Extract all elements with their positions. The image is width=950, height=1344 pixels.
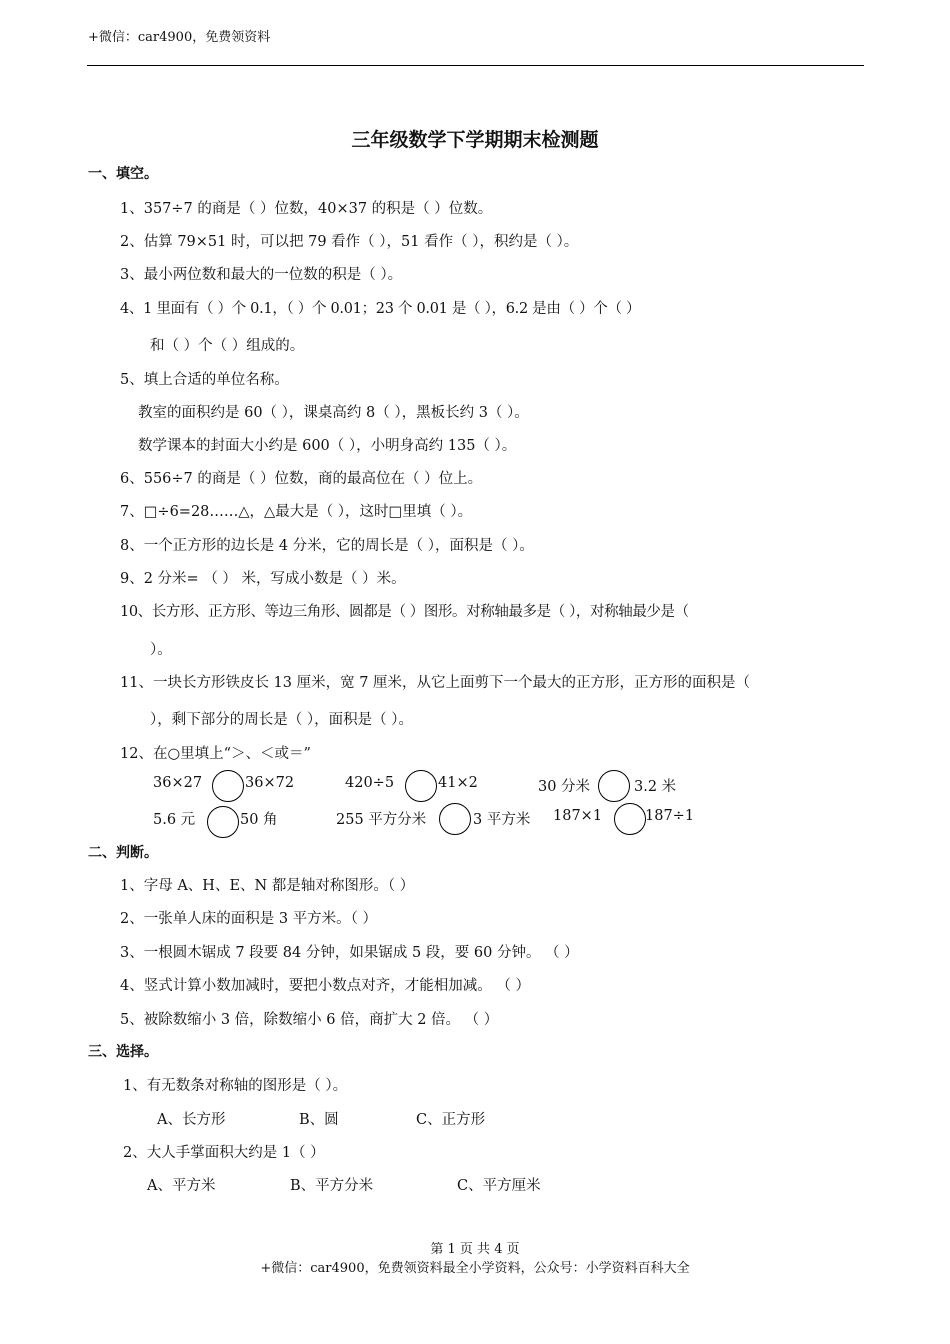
question-line: 3、一根圆木锯成 7 段要 84 分钟，如果锯成 5 段，要 60 分钟。 （ ） (120, 945, 579, 961)
question-line: 5、被除数缩小 3 倍，除数缩小 6 倍，商扩大 2 倍。 （ ） (120, 1012, 499, 1028)
question-line: 数学课本的封面大小约是 600（ ），小明身高约 135（ ）。 (138, 438, 517, 454)
question-line: 5、填上合适的单位名称。 (120, 372, 289, 388)
question-line: ），剩下部分的周长是（ ），面积是（ ）。 (150, 712, 413, 728)
compare-left: 36×27 (153, 775, 203, 791)
compare-right: 3 平方米 (473, 812, 531, 828)
compare-circle[interactable] (212, 770, 244, 802)
question-line: 10、长方形、正方形、等边三角形、圆都是（ ）图形。对称轴最多是（ ），对称轴最少是（ (120, 604, 689, 620)
compare-circle[interactable] (207, 806, 239, 838)
choice-option[interactable]: C、正方形 (416, 1112, 486, 1128)
section-heading-choice: 三、选择。 (88, 1044, 158, 1060)
choice-option[interactable]: A、平方米 (147, 1178, 216, 1194)
compare-left: 30 分米 (538, 779, 591, 795)
question-line: 1、357÷7 的商是（ ）位数，40×37 的积是（ ）位数。 (120, 201, 493, 217)
section-heading-judge: 二、判断。 (88, 845, 158, 861)
question-line: 1、字母 A、H、E、N 都是轴对称图形。（ ） (120, 878, 415, 894)
compare-left: 5.6 元 (153, 812, 196, 828)
choice-option[interactable]: C、平方厘米 (457, 1178, 541, 1194)
compare-right: 50 角 (240, 812, 278, 828)
compare-left: 420÷5 (345, 775, 395, 791)
page-number: 第 1 页 共 4 页 (430, 1242, 520, 1257)
compare-left: 255 平方分米 (336, 812, 427, 828)
question-line: 4、1 里面有（ ）个 0.1，（ ）个 0.01；23 个 0.01 是（ ），6.2 是由（ ）个（ ） (120, 301, 641, 317)
compare-circle[interactable] (598, 770, 630, 802)
compare-right: 3.2 米 (634, 779, 677, 795)
choice-option[interactable]: B、圆 (299, 1112, 339, 1128)
compare-circle[interactable] (405, 770, 437, 802)
compare-left: 187×1 (553, 808, 603, 824)
choice-option[interactable]: A、长方形 (157, 1112, 226, 1128)
header-contact: +微信：car4900，免费领资料 (88, 30, 271, 45)
question-line: 3、最小两位数和最大的一位数的积是（ ）。 (120, 267, 403, 283)
question-line: 教室的面积约是 60（ ），课桌高约 8（ ），黑板长约 3（ ）。 (138, 405, 529, 421)
question-line: 2、估算 79×51 时，可以把 79 看作（ ），51 看作（ ），积约是（ ）。 (120, 234, 579, 250)
question-line: 9、2 分米= （ ） 米，写成小数是（ ）米。 (120, 571, 406, 587)
question-line: 2、大人手掌面积大约是 1（ ） (123, 1145, 325, 1161)
question-line: 11、一块长方形铁皮长 13 厘米，宽 7 厘米，从它上面剪下一个最大的正方形，正方形的面积是（ (120, 675, 751, 691)
question-line: 2、一张单人床的面积是 3 平方米。（ ） (120, 911, 378, 927)
compare-circle[interactable] (614, 803, 646, 835)
choice-option[interactable]: B、平方分米 (290, 1178, 374, 1194)
footer-contact: +微信：car4900，免费领资料最全小学资料，公众号：小学资料百科大全 (260, 1261, 690, 1276)
page-title: 三年级数学下学期期末检测题 (351, 129, 599, 151)
section-heading-fill: 一、填空。 (88, 166, 158, 182)
compare-circle[interactable] (439, 803, 471, 835)
compare-right: 36×72 (245, 775, 295, 791)
question-line: 和（ ）个（ ）组成的。 (150, 338, 305, 354)
question-line: 12、在○里填上“＞、＜或＝” (120, 746, 311, 762)
compare-right: 187÷1 (645, 808, 695, 824)
question-line: 1、有无数条对称轴的图形是（ ）。 (123, 1078, 348, 1094)
question-line: 7、□÷6=28……△，△最大是（ ），这时□里填（ ）。 (120, 504, 473, 520)
question-line: 4、竖式计算小数加减时，要把小数点对齐，才能相加减。 （ ） (120, 978, 530, 994)
header-divider (87, 65, 864, 66)
question-line: 6、556÷7 的商是（ ）位数，商的最高位在（ ）位上。 (120, 471, 483, 487)
compare-right: 41×2 (438, 775, 478, 791)
question-line: ）。 (150, 642, 172, 658)
question-line: 8、一个正方形的边长是 4 分米，它的周长是（ ），面积是（ ）。 (120, 538, 534, 554)
